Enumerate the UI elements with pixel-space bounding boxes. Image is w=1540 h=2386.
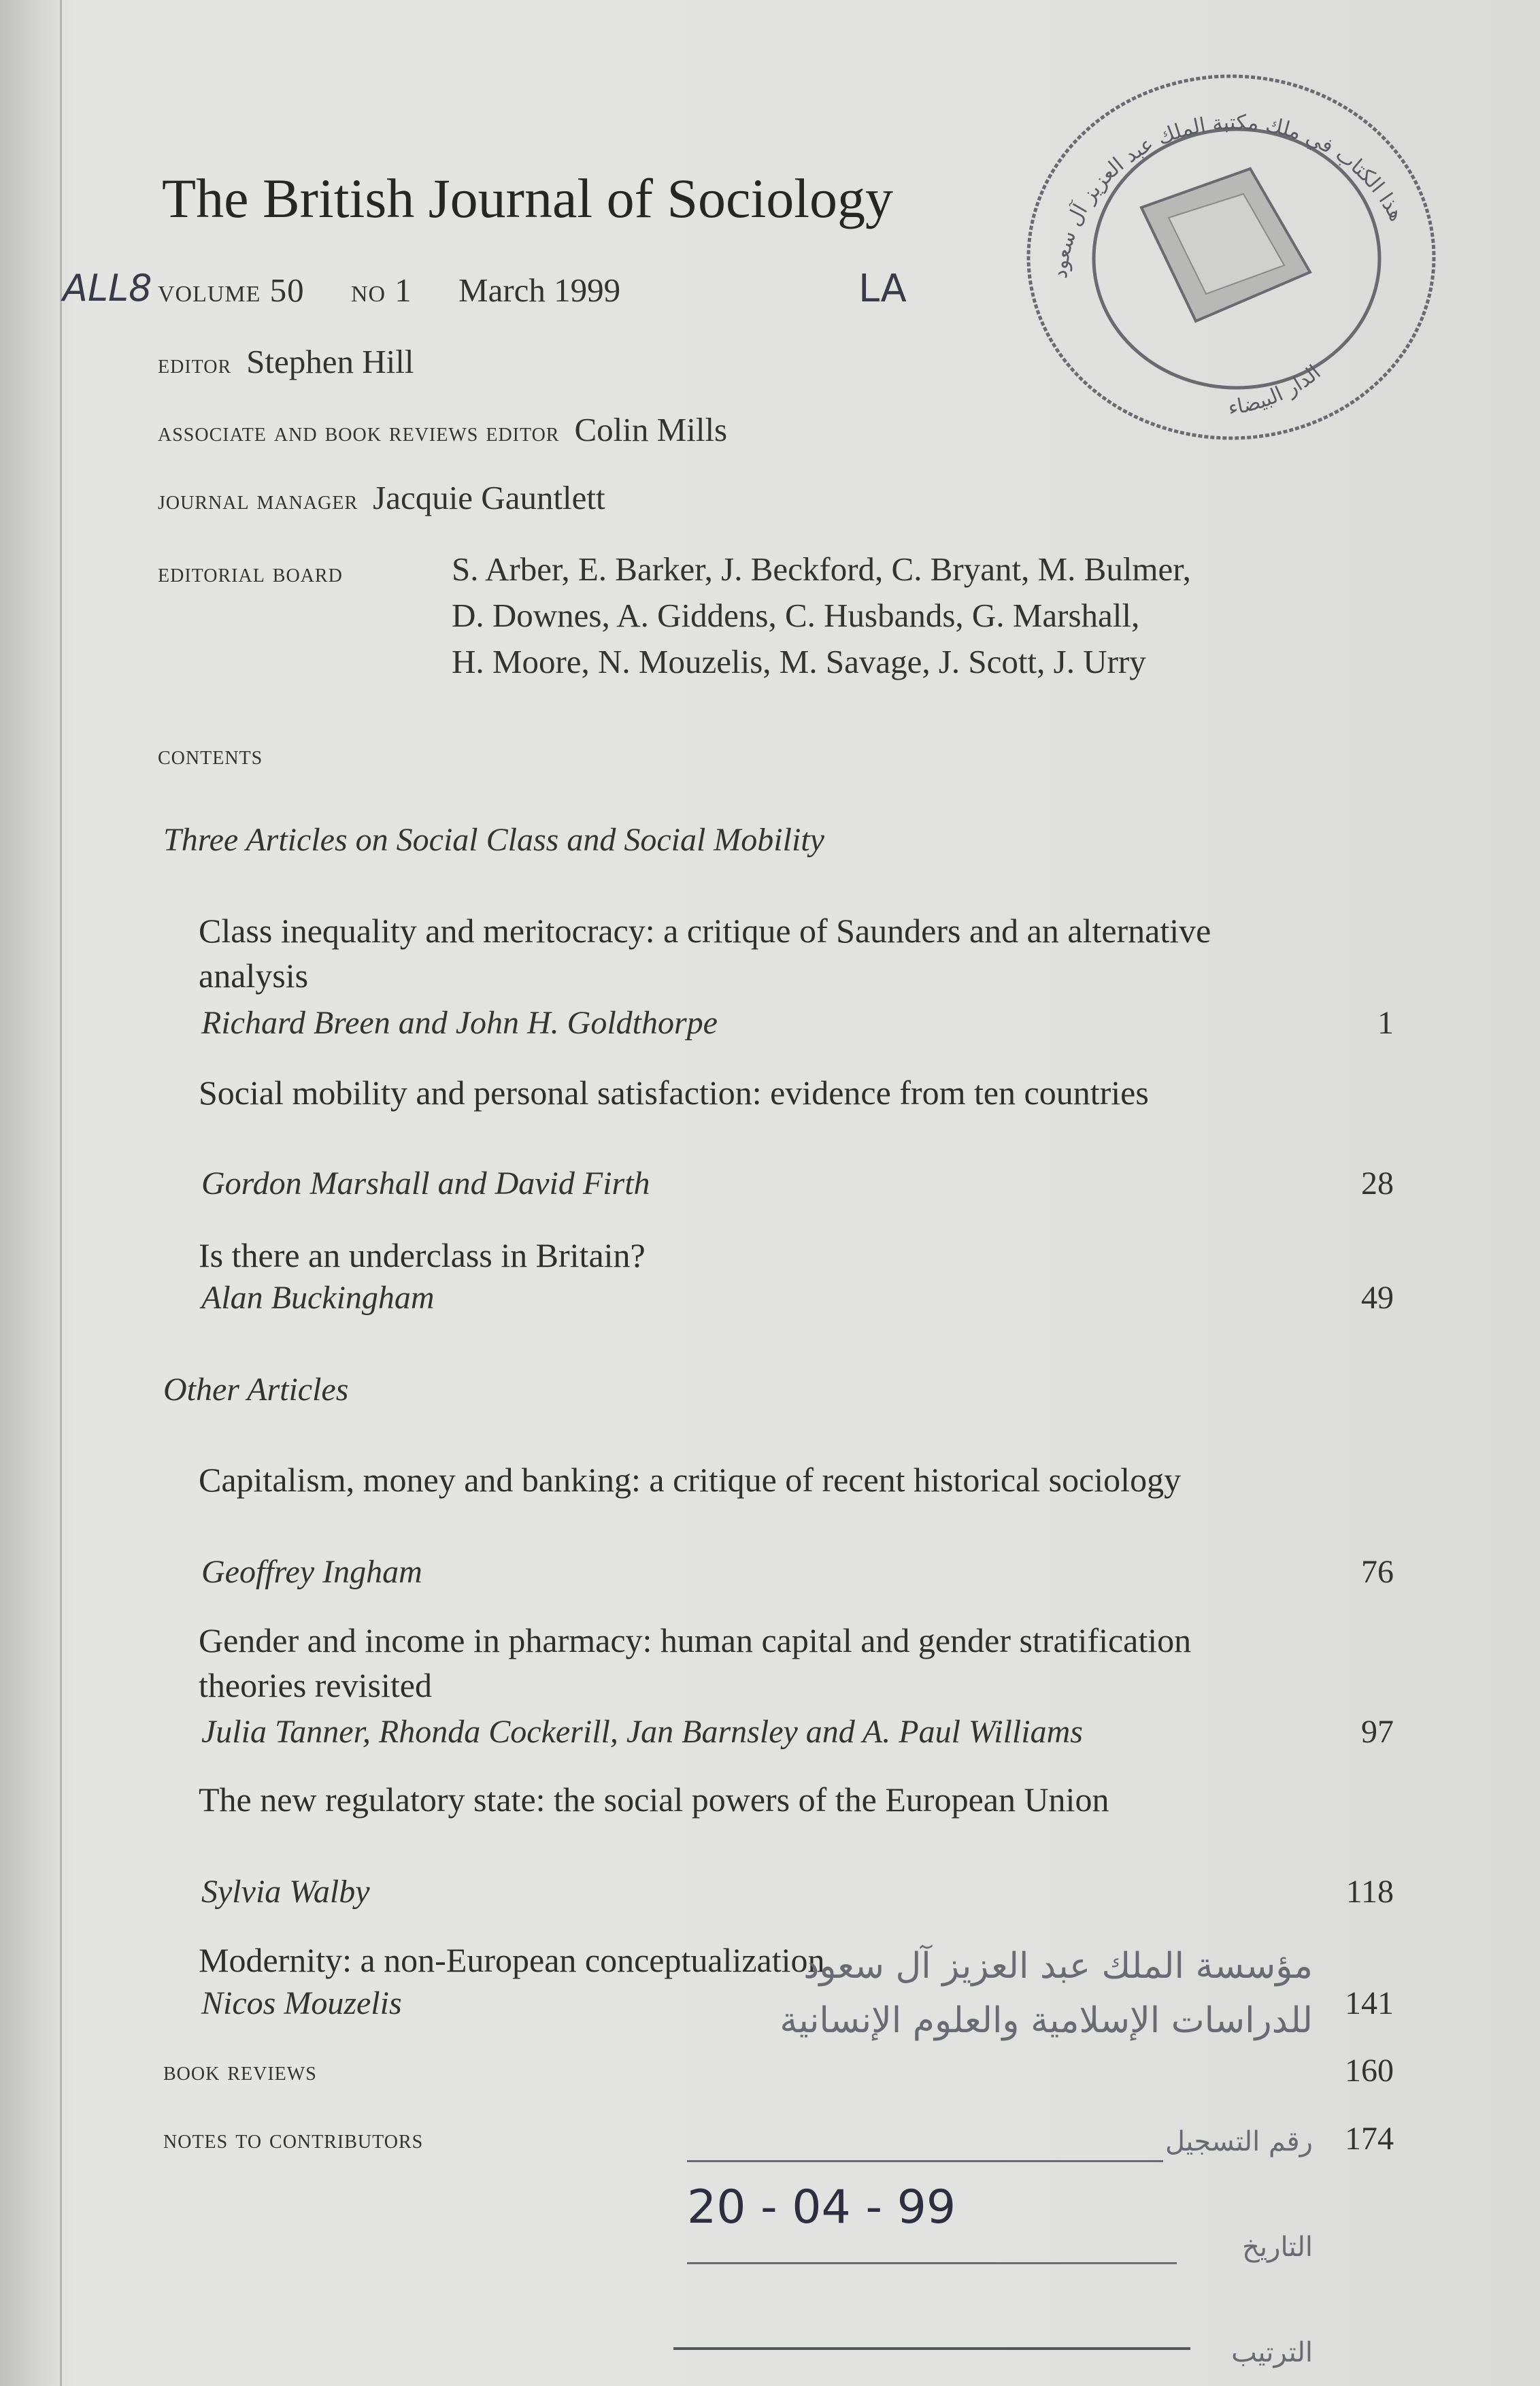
article-author: Richard Breen and John H. Goldthorpe — [201, 1005, 718, 1041]
stamp-rule — [687, 2262, 1177, 2264]
editor-row — [158, 342, 414, 381]
manager-row — [158, 478, 605, 517]
journal-title: The British Journal of Sociology — [162, 167, 894, 229]
seal-city-text — [1226, 361, 1325, 420]
stamp-date-label: التاريخ — [1242, 2232, 1313, 2263]
contents-heading: contents — [158, 740, 263, 770]
article-title: Capitalism, money and banking: a critique of recent historical sociology — [199, 1461, 1182, 1499]
article-author: Geoffrey Ingham — [201, 1554, 422, 1590]
assoc-editor-label: associate and book reviews editor — [158, 416, 560, 447]
stamp-reg-label: رقم التسجيل — [1165, 2126, 1313, 2157]
page-number: 1 — [1377, 1005, 1394, 1041]
article-title: Class inequality and meritocracy: a critique of Saunders and an alternative analysis — [199, 912, 1211, 995]
stamp-order-label: الترتيب — [1231, 2337, 1313, 2368]
page-spine-shadow — [60, 0, 62, 2386]
page-number: 97 — [1361, 1714, 1394, 1750]
stamp-line-2: للدراسات الإسلامية والعلوم الإنسانية — [780, 2000, 1313, 2041]
board-label-row — [158, 551, 358, 590]
article-author: Gordon Marshall and David Firth — [201, 1165, 650, 1202]
article-title: The new regulatory state: the social powers of the European Union — [199, 1780, 1109, 1819]
page-number: 160 — [1345, 2053, 1394, 2089]
article-title: Modernity: a non-European conceptualization — [199, 1941, 825, 1979]
page-number: 49 — [1361, 1280, 1394, 1316]
handwritten-date: 20 - 04 - 99 — [687, 2181, 956, 2234]
issue-date: March 1999 — [458, 271, 621, 309]
manager-name: Jacquie Gauntlett — [373, 479, 605, 516]
manager-label: journal manager — [158, 484, 358, 515]
article-title: Is there an underclass in Britain? — [199, 1236, 646, 1274]
stamp-rule — [673, 2347, 1190, 2350]
issue-line — [158, 271, 658, 310]
board-label: editorial board — [158, 557, 343, 588]
section-heading: Other Articles — [163, 1372, 349, 1408]
assoc-editor-name: Colin Mills — [574, 411, 728, 448]
editor-label: editor — [158, 348, 232, 379]
page-number: 174 — [1345, 2121, 1394, 2157]
board-line: S. Arber, E. Barker, J. Beckford, C. Bryant, M. Bulmer, — [452, 550, 1191, 588]
article-author: Julia Tanner, Rhonda Cockerill, Jan Barnsley and A. Paul Williams — [201, 1714, 1083, 1750]
section-heading: Three Articles on Social Class and Social Mobility — [163, 822, 824, 858]
book-reviews-label: book reviews — [163, 2055, 317, 2086]
article-title: Social mobility and personal satisfaction: evidence from ten countries — [199, 1074, 1149, 1112]
issue-number: no 1 — [350, 271, 412, 309]
page-number: 141 — [1345, 1985, 1394, 2021]
library-registration-stamp — [646, 1946, 1394, 2381]
stamp-line-1: مؤسسة الملك عبد العزيز آل سعود — [803, 1946, 1313, 1987]
editor-name: Stephen Hill — [246, 343, 414, 380]
page-number: 28 — [1361, 1165, 1394, 1202]
la-handwriting: LA — [858, 267, 907, 311]
page-number: 76 — [1361, 1554, 1394, 1590]
editorial-board-list — [452, 546, 1191, 685]
stamp-rule — [687, 2160, 1163, 2162]
library-seal — [1012, 54, 1447, 463]
page-number: 118 — [1345, 1874, 1394, 1910]
margin-handwriting: ALL8 — [63, 267, 152, 310]
article-title: Gender and income in pharmacy: human capital and gender stratification theories revisited — [199, 1621, 1192, 1704]
article-author: Alan Buckingham — [201, 1280, 435, 1316]
assoc-editor-row — [158, 410, 727, 449]
board-line: H. Moore, N. Mouzelis, M. Savage, J. Scott, J. Urry — [452, 643, 1146, 680]
board-line: D. Downes, A. Giddens, C. Husbands, G. Marshall, — [452, 597, 1140, 634]
volume: volume 50 — [158, 271, 305, 309]
article-author: Sylvia Walby — [201, 1874, 370, 1910]
notes-label: notes to contributors — [163, 2123, 424, 2154]
seal-city-text-path: الدار البيضاء — [1226, 360, 1326, 420]
article-author: Nicos Mouzelis — [201, 1985, 402, 2021]
seal-outer-text-path: هذا الكتاب في ملك مكتبة الملك عبد العزيز آل سعود — [1048, 110, 1409, 280]
